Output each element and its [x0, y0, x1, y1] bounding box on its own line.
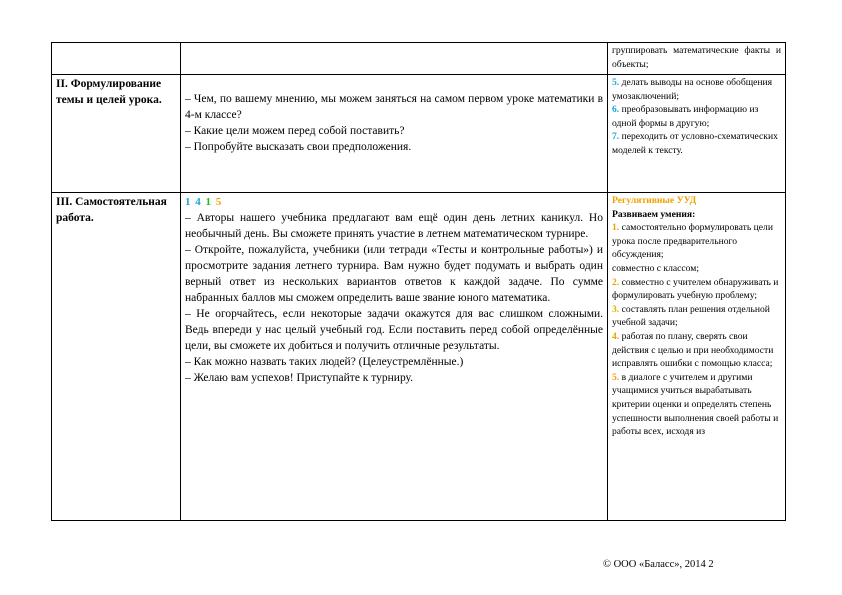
dialogue-line: – Какие цели можем перед собой поставить? — [185, 125, 405, 137]
dialogue-line: – Откройте, пожалуйста, учебники (или тетради «Тесты и контрольные работы») и просмотрите задания летнего турнира. Вам нужно будет подумать и выбрать один верный ответ из нескольких вариантов ответов к каждой задаче. По сумме набранных баллов мы сможем определить ваше звание юного математика. — [185, 244, 603, 304]
competence-tags: 1 4 1 5 — [185, 196, 223, 208]
skill-item: 6. преобразовывать информацию из одной формы в другую; — [612, 104, 759, 129]
content-cell — [181, 75, 608, 193]
dialogue-line: – Попробуйте высказать свои предположения. — [185, 141, 412, 153]
stage-cell — [52, 43, 181, 75]
skill-item: группировать математические факты и объекты; — [612, 45, 781, 70]
dialogue-line: – Желаю вам успехов! Приступайте к турниру. — [185, 372, 414, 384]
skills-title: Регулятивные УУД — [612, 195, 697, 206]
skill-item: 3. составлять план решения отдельной учебной задачи; — [612, 303, 770, 329]
skills-subtitle: Развиваем умения: — [612, 208, 696, 220]
skill-item: 2. совместно с учителем обнаруживать и формулировать учебную проблему; — [612, 276, 779, 302]
content-cell — [181, 193, 608, 521]
dialogue-line: – Авторы нашего учебника предлагают вам ещё один день летних каникул. Но необычный день. Вы сможете принять участие в летнем математическом турнире. — [185, 212, 603, 240]
skill-item: 7. переходить от условно-схематических моделей к тексту. — [612, 131, 778, 156]
stage-cell: II. Формулирование темы и целей урока. — [52, 75, 181, 193]
skill-item: 5. делать выводы на основе обобщения умозаключений; — [612, 77, 773, 102]
dialogue-line: – Чем, по вашему мнению, мы можем заняться на самом первом уроке математики в 4-м классе? — [185, 93, 603, 121]
skills-cell — [608, 43, 786, 75]
content-cell — [181, 43, 608, 75]
stage-cell: III. Самостоятельная работа. — [52, 193, 181, 521]
skill-item: 5. в диалоге с учителем и другими учащимися учиться вырабатывать критерии оценки и определять степень успешности выполнения своей работы и работы всех, исходя из — [612, 371, 779, 438]
skills-cell — [608, 193, 786, 521]
copyright-footer: © ООО «Баласс», 2014 2 — [603, 559, 714, 570]
dialogue-line: – Не огорчайтесь, если некоторые задачи окажутся для вас слишком сложными. Ведь впереди у нас целый учебный год. Если поставить перед собой определённые цели, вы сможете их добиться и получить отличные результаты. — [185, 308, 603, 352]
skill-item: 4. работая по плану, сверять свои действия с целью и при необходимости исправлять ошибки с помощью класса; — [612, 330, 774, 370]
skill-item: 1. самостоятельно формулировать цели урока после предварительного обсуждения; — [612, 222, 773, 261]
table-row — [52, 75, 786, 193]
skills-cell — [608, 75, 786, 193]
skill-item: совместно с классом; — [612, 262, 699, 274]
table-row — [52, 193, 786, 521]
dialogue-line: – Как можно назвать таких людей? (Целеустремлённые.) — [185, 356, 464, 368]
lesson-table — [51, 42, 786, 521]
table-row — [52, 43, 786, 75]
